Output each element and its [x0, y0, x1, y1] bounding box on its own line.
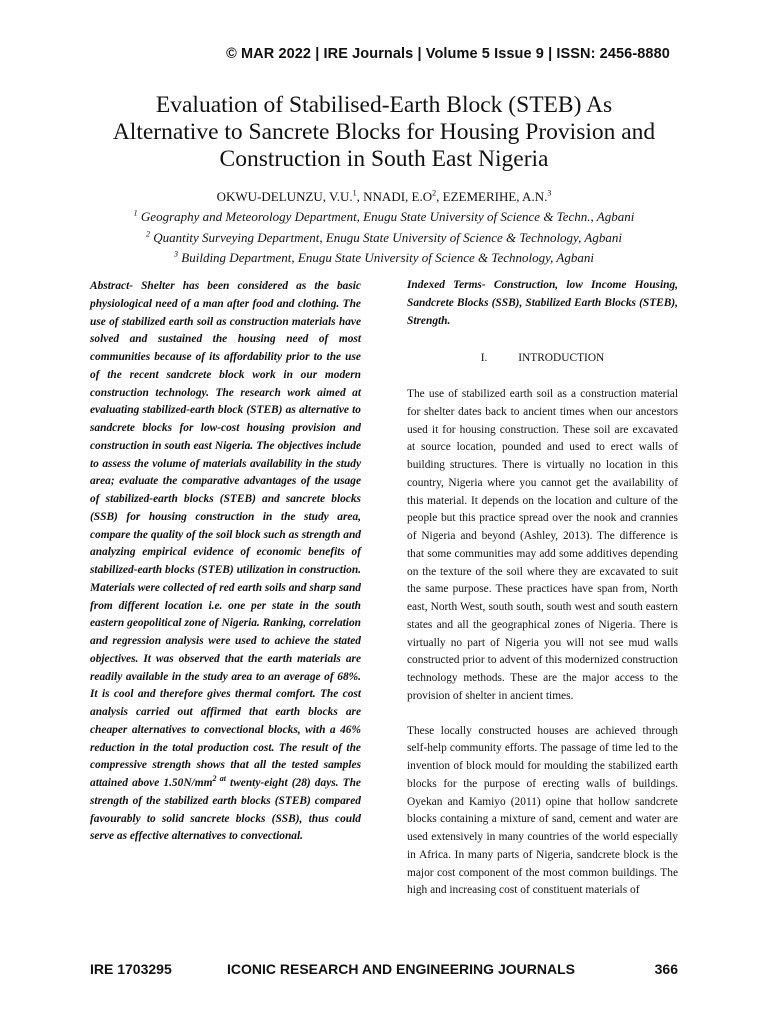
right-column — [407, 277, 678, 900]
section-title: INTRODUCTION — [518, 352, 605, 365]
section-heading — [407, 350, 678, 368]
affiliation-text: Quantity Surveying Department, Enugu State University of Science & Technology, Agbani — [153, 229, 622, 245]
abstract-body-end: twenty-eight (28) days. The strength of the stabilized earth blocks (STEB) compared favourably to solid sancrete blocks (SSB), thus could serve as effective alternatives to convectional. — [90, 777, 361, 843]
affiliation-marker: 3 — [174, 249, 179, 259]
affiliation-marker: 1 — [133, 208, 138, 218]
affiliation — [0, 207, 768, 228]
body-paragraph: These locally constructed houses are achieved through self-help community efforts. The passage of time led to the invention of block mould for moulding the stabilized earth blocks for the purpose of erecting walls of buildings. Oyekan and Kamiyo (2011) opine that hollow sandcrete blocks containing a mixture of sand, cement and water are used extensively in many countries of the world especially in Africa. In many parts of Nigeria, sandcrete block is the major cost component of the most common buildings. The high and increasing cost of constituent materials of — [407, 724, 678, 897]
author-name: NNADI, E.O — [363, 189, 433, 204]
paper-title — [60, 92, 708, 173]
footer-paper-id: IRE 1703295 — [90, 961, 172, 977]
indexed-terms: Indexed Terms- Construction, low Income Housing, Sandcrete Blocks (SSB), Stabilized Earth Blocks (STEB), Strength. — [407, 279, 678, 327]
section-number: I. — [480, 352, 488, 365]
title-line: Alternative to Sancrete Blocks for Housing Provision and — [112, 119, 656, 145]
abstract — [90, 278, 361, 846]
affiliation — [0, 248, 768, 269]
affiliation-text: Geography and Meteorology Department, Enugu State University of Science & Techn., Agbani — [140, 209, 635, 224]
author-affiliation-marker: 3 — [547, 188, 552, 198]
affiliation-marker: 2 — [146, 229, 151, 239]
abstract-superscript: 2 at — [212, 774, 226, 784]
author-name: OKWU-DELUNZU, V.U. — [216, 189, 353, 204]
footer-journal-name: ICONIC RESEARCH AND ENGINEERING JOURNALS — [227, 961, 575, 977]
affiliation-text: Building Department, Enugu State University of Science & Technology, Agbani — [181, 250, 594, 265]
author-list — [0, 189, 768, 205]
author-affiliation-marker: 2 — [432, 188, 437, 198]
author-separator: , — [356, 189, 364, 204]
journal-header-text: © MAR 2022 | IRE Journals | Volume 5 Issue 9 | ISSN: 2456-8880 — [226, 46, 670, 62]
affiliation-list — [0, 207, 768, 269]
affiliation — [0, 228, 768, 249]
page-number: 366 — [654, 961, 678, 977]
author-separator: , — [436, 189, 443, 204]
journal-header — [0, 46, 768, 62]
abstract-body: Abstract- Shelter has been considered as the basic physiological need of a man after food and clothing. The use of stabilized earth soil as construction materials have solved and sustained the housing need of most communities because of its affordability prior to the use of the recent sandcrete block work in our modern construction technology. The research work aimed at evaluating stabilized-earth block (STEB) as alternative to sandcrete blocks for low-cost housing provision and construction in south east Nigeria. The objectives include to assess the volume of materials availability in the study area; evaluate the comparative advantages of the usage of stabilized-earth blocks (STEB) and sancrete blocks (SSB) for housing construction in the study area, compare the quality of the soil block such as strength and analyzing empirical evidence of economic benefits of stabilized-earth blocks (STEB) utilization in construction. Materials were collected of red earth soils and sharp sand from different location i.e. one per state in the south eastern geopolitical zone of Nigeria. Ranking, correlation and regression analysis were used to achieve the stated objectives. It was observed that the earth materials are readily available in the study area to an average of 68%. It is cool and therefore gives thermal comfort. The cost analysis carried out affirmed that earth blocks are cheaper alternatives to convectional blocks, with a 46% reduction in the total production cost. The result of the compressive strength shows that all the tested samples attained above 1.50N/mm — [90, 280, 361, 789]
author-affiliation-marker: 1 — [352, 188, 357, 198]
title-line: Construction in South East Nigeria — [219, 146, 549, 172]
title-line: Evaluation of Stabilised-Earth Block (STEB) As — [155, 92, 613, 118]
author-name: EZEMERIHE, A.N. — [442, 189, 548, 204]
body-paragraph: The use of stabilized earth soil as a construction material for shelter dates back to ancient times when our ancestors used it for housing construction. These soil are excavated at source location, pounded and used to erect walls of building structures. There is virtually no location in this country, Nigeria where you cannot get the availability of this material. It depends on the location and culture of the people but this practice spread over the nook and crannies of Nigeria and beyond (Ashley, 2013). The difference is that some communities may add some additives depending on the texture of the soil where they are excavated to suit the same purpose. These practices have span from, North east, North West, south south, south west and south eastern states and all the geographical zones of Nigeria. There is virtually no part of Nigeria you will not see mud walls constructed prior to advent of this modernized construction technology methods. These are the major access to the provision of shelter in ancient times. — [407, 388, 678, 702]
